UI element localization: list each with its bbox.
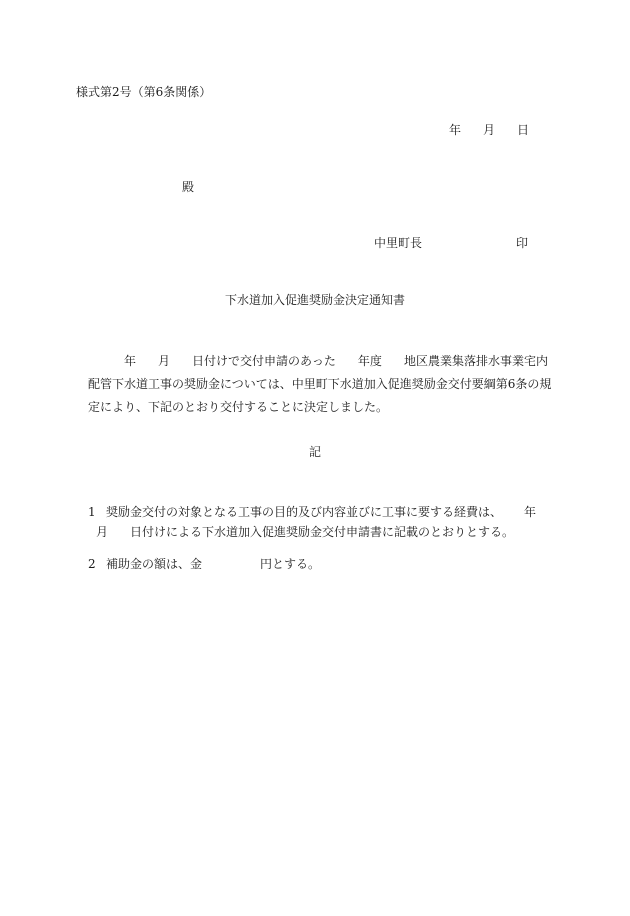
item-1-month-label: 月 [96, 525, 109, 539]
item-2-text-before: 補助金の額は、金 [106, 557, 203, 571]
form-number: 様式第2号（第6条関係） [76, 85, 212, 99]
body-line-3: 定により、下記のとおり交付することに決定しました。 [88, 400, 389, 414]
item-2-text-after: 円とする。 [260, 557, 321, 571]
body-month-label: 月 [158, 354, 171, 368]
ki-heading: 記 [308, 445, 321, 459]
date-line [449, 124, 529, 136]
item-1-text: 奨励金交付の対象となる工事の目的及び内容並びに工事に要する経費は、 [106, 505, 503, 519]
list-item [88, 502, 548, 542]
date-year-label: 年 [448, 123, 461, 137]
body-line-1 [88, 350, 573, 373]
date-month-label: 月 [482, 123, 495, 137]
item-1-year-label: 年 [524, 505, 537, 519]
issuer-title: 中里町長 [374, 236, 423, 250]
date-day-label: 日 [516, 123, 529, 137]
addressee-honorific: 殿 [182, 180, 195, 194]
seal-mark: 印 [515, 236, 528, 250]
body-line-2: 配管下水道工事の奨励金については、中里町下水道加入促進奨励金交付要綱第6条の規 [88, 377, 552, 391]
body-year-label: 年 [124, 354, 137, 368]
item-number: 1 [88, 505, 96, 519]
document-title: 下水道加入促進奨励金決定通知書 [224, 293, 405, 307]
item-1-line-2 [88, 522, 548, 542]
body-text-district: 地区農業集落排水事業宅内 [403, 354, 548, 368]
item-number: 2 [88, 557, 96, 571]
list-item [88, 558, 320, 570]
body-paragraph [88, 350, 573, 419]
item-1-text-2: 日付けによる下水道加入促進奨励金交付申請書に記載のとおりとする。 [130, 525, 515, 539]
body-text-application: 日付けで交付申請のあった [192, 354, 336, 368]
item-1-line-1 [88, 502, 548, 522]
body-fiscal-year-label: 年度 [357, 354, 382, 368]
